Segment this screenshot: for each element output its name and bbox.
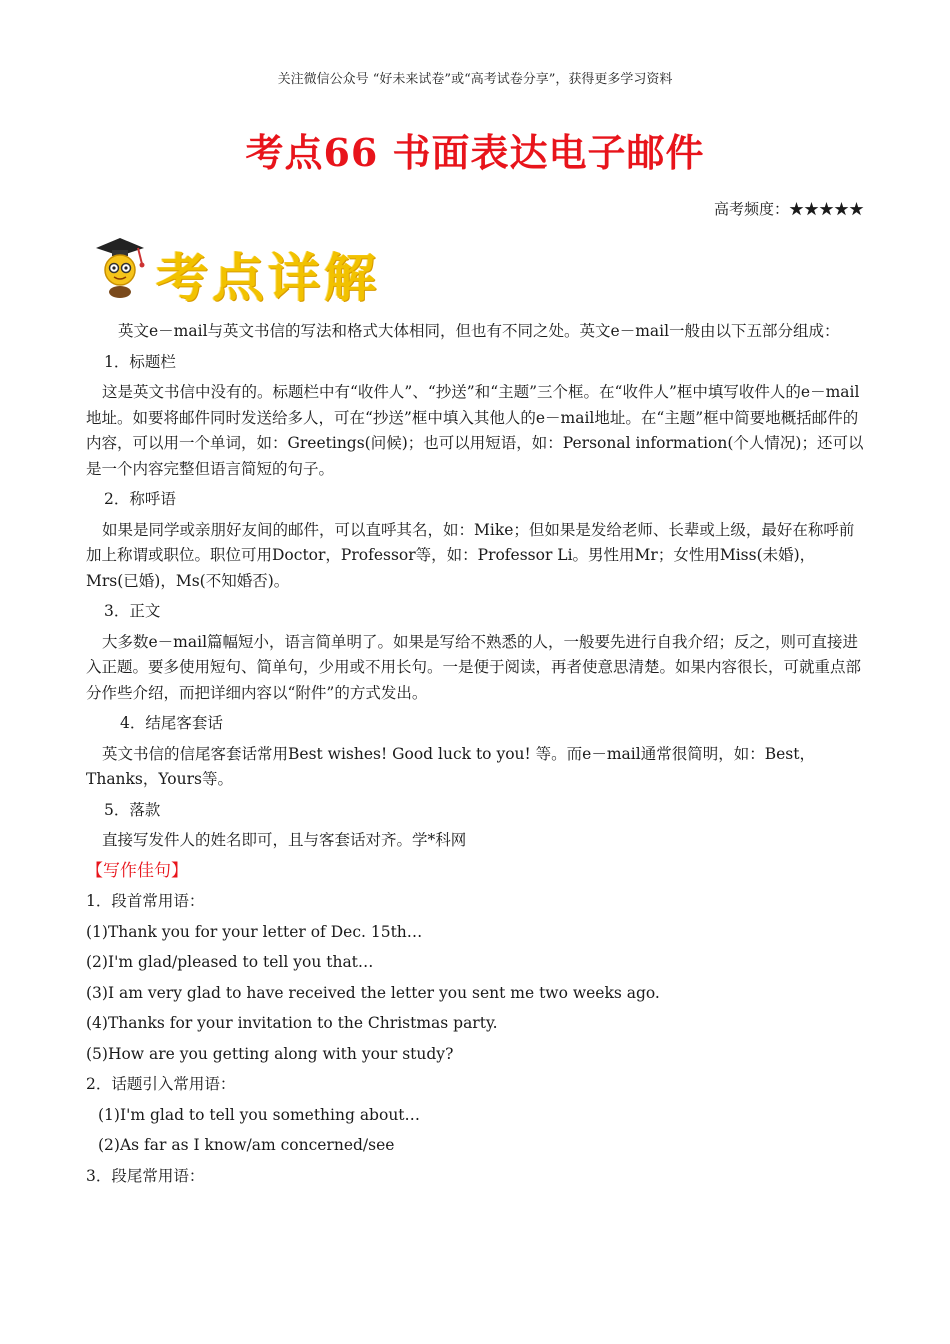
intro-paragraph: 英文e－mail与英文书信的写法和格式大体相同，但也有不同之处。英文e－mail一般由以下五部分组成： (118, 322, 840, 340)
section-heading: 1．标题栏 (104, 352, 176, 371)
sentence-item: (5)How are you getting along with your study? (86, 1044, 454, 1063)
group-heading: 2．话题引入常用语： (86, 1075, 236, 1093)
sentence-item: (1)Thank you for your letter of Dec. 15th… (86, 922, 423, 941)
section-body: 英文书信的信尾客套话常用Best wishes! Good luck to you! 等。而e－mail通常很简明，如：Best，Thanks，Yours等。 (86, 744, 815, 788)
banner-title: 考点详解 (156, 249, 381, 309)
frequency-rating (714, 198, 864, 219)
sentences-heading: 【写作佳句】 (86, 860, 188, 881)
frequency-stars: ★★★★★ (788, 200, 864, 218)
group-heading: 1．段首常用语： (86, 892, 205, 910)
section-banner (90, 232, 410, 309)
graduate-mascot-icon (90, 234, 152, 300)
page-title: 考点66 书面表达电子邮件 (245, 130, 705, 175)
header-note: 关注微信公众号 “好未来试卷”或“高考试卷分享”，获得更多学习资料 (277, 72, 673, 87)
section-body: 直接写发件人的姓名即可，且与客套话对齐。学*科网 (102, 831, 467, 849)
section-body: 这是英文书信中没有的。标题栏中有“收件人”、“抄送”和“主题”三个框。在“收件人”框中填写收件人的e－mail地址。如要将邮件同时发送给多人，可在“抄送”框中填入其他人的e－mail地址。在“主题”框中简要地概括邮件的内容，可以用一个单词，如：Greetings(问候)；也可以用短语，如：Personal information(个人情况)；还可以是一个内容完整但语言简短的句子。 (86, 383, 864, 478)
section-body: 如果是同学或亲朋好友间的邮件，可以直呼其名，如：Mike；但如果是发给老师、长辈或上级，最好在称呼前加上称谓或职位。职位可用Doctor，Professor等，如：Professor Li。男性用Mr；女性用Miss(未婚)，Mrs(已婚)，Ms(不知婚否)。 (86, 520, 855, 590)
section-heading: 5．落款 (104, 800, 161, 819)
section-heading: 2．称呼语 (104, 490, 176, 508)
group-heading: 3．段尾常用语： (86, 1166, 205, 1185)
sentence-item: (1)I'm glad to tell you something about… (98, 1105, 421, 1124)
sentence-item: (2)I'm glad/pleased to tell you that… (86, 953, 374, 971)
frequency-label: 高考频度： (713, 200, 789, 218)
section-body: 大多数e－mail篇幅短小，语言简单明了。如果是写给不熟悉的人，一般要先进行自我介绍；反之，则可直接进入正题。要多使用短句、简单句，少用或不用长句。一是便于阅读，再者使意思清楚。如果内容很长，可就重点部分作些介绍，而把详细内容以“附件”的方式发出。 (86, 632, 862, 702)
sentence-item: (3)I am very glad to have received the letter you sent me two weeks ago. (86, 983, 660, 1002)
document-body (86, 319, 866, 1189)
sentence-item: (4)Thanks for your invitation to the Christmas party. (86, 1014, 498, 1032)
section-heading: 4．结尾客套话 (120, 714, 223, 732)
section-heading: 3．正文 (104, 602, 161, 620)
sentence-item: (2)As far as I know/am concerned/see (98, 1136, 395, 1154)
